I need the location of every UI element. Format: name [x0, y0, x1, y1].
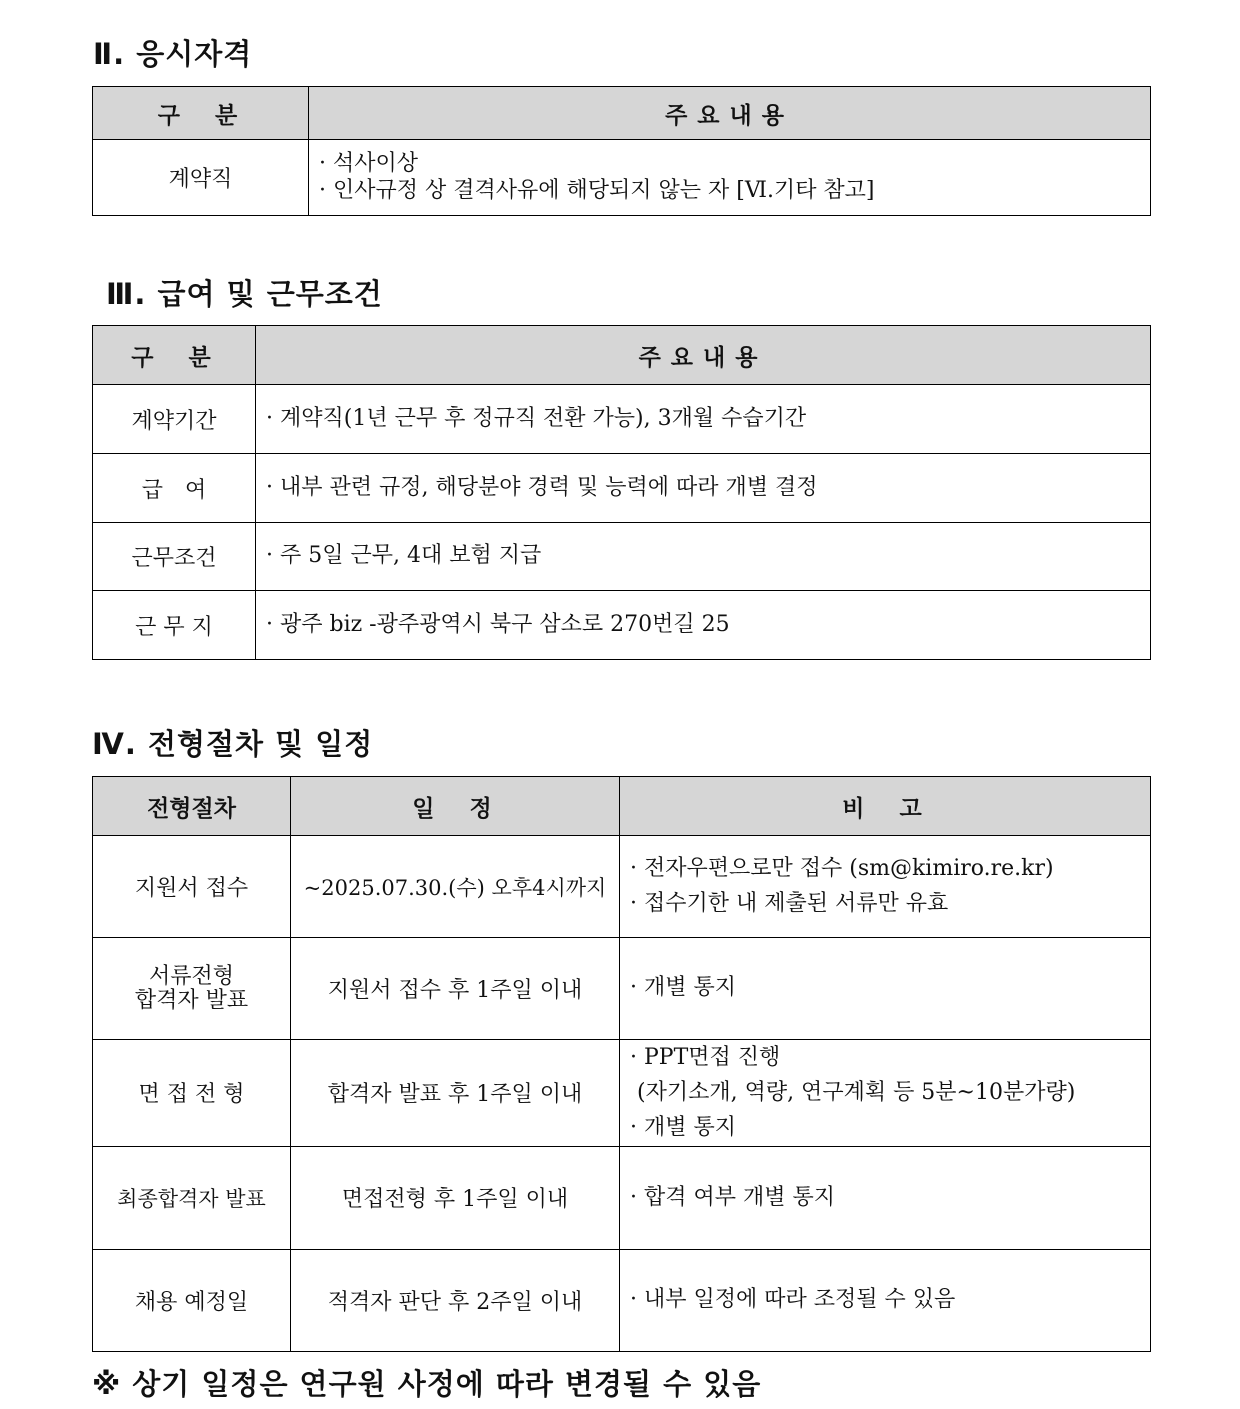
schedule-application: ~2025.07.30.(수) 오후4시까지 [291, 836, 620, 938]
header-category: 구 분 [93, 87, 309, 140]
step-line: 합격자 발표 [134, 987, 249, 1013]
remark-item: · 개별 통지 [630, 1115, 736, 1141]
remark-item: (자기소개, 역량, 연구계획 등 5분~10분가량) [630, 1080, 1076, 1106]
remarks-application [620, 836, 1151, 938]
remarks-hiring-date [620, 1249, 1151, 1351]
header-main-content: 주요내용 [256, 326, 1151, 385]
schedule-document-screening: 지원서 접수 후 1주일 이내 [291, 938, 620, 1040]
row-content-working-conditions: · 주 5일 근무, 4대 보험 지급 [256, 523, 1151, 591]
schedule-final-announcement: 면접전형 후 1주일 이내 [291, 1146, 620, 1249]
step-document-screening [93, 938, 291, 1040]
section-3-title: Ⅲ. 급여 및 근무조건 [106, 277, 383, 311]
remarks-final-announcement [620, 1146, 1151, 1249]
remark-item: · 합격 여부 개별 통지 [630, 1184, 835, 1210]
section-4-title: Ⅳ. 전형절차 및 일정 [92, 727, 374, 761]
step-interview: 면 접 전 형 [93, 1040, 291, 1147]
row-content-salary: · 내부 관련 규정, 해당분야 경력 및 능력에 따라 개별 결정 [256, 454, 1151, 523]
step-final-announcement: 최종합격자 발표 [93, 1146, 291, 1249]
remark-item: · 개별 통지 [630, 975, 736, 1001]
row-label-salary: 급 여 [93, 454, 256, 523]
remark-item: · 내부 일정에 따라 조정될 수 있음 [630, 1287, 956, 1313]
remarks-interview [620, 1040, 1151, 1147]
remarks-document-screening [620, 938, 1151, 1040]
header-remarks: 비 고 [620, 777, 1151, 836]
schedule-change-notice: ※ 상기 일정은 연구원 사정에 따라 변경될 수 있음 [92, 1367, 762, 1401]
section-2-title: Ⅱ. 응시자격 [93, 37, 253, 71]
schedule-hiring-date: 적격자 판단 후 2주일 이내 [291, 1249, 620, 1351]
header-main-content: 주요내용 [309, 87, 1151, 140]
step-application: 지원서 접수 [93, 836, 291, 938]
row-content-workplace: · 광주 biz -광주광역시 북구 삼소로 270번길 25 [256, 591, 1151, 660]
row-label-contract-period: 계약기간 [93, 385, 256, 454]
step-line: 서류전형 [148, 964, 234, 990]
header-step: 전형절차 [93, 777, 291, 836]
remark-item: · 접수기한 내 제출된 서류만 유효 [630, 890, 949, 916]
row-label-working-conditions: 근무조건 [93, 523, 256, 591]
header-category: 구 분 [93, 326, 256, 385]
remark-item: · PPT면접 진행 [630, 1045, 781, 1070]
step-hiring-date: 채용 예정일 [93, 1249, 291, 1351]
qualification-item: · 석사이상 [319, 151, 418, 177]
qualification-content [309, 140, 1151, 216]
remark-item: · 전자우편으로만 접수 (sm@kimiro.re.kr) [630, 856, 1054, 882]
row-content-contract-period: · 계약직(1년 근무 후 정규직 전환 가능), 3개월 수습기간 [256, 385, 1151, 454]
header-schedule: 일 정 [291, 777, 620, 836]
row-label-contract: 계약직 [93, 140, 309, 216]
qualification-table [92, 86, 1151, 216]
qualification-item: · 인사규정 상 결격사유에 해당되지 않는 자 [Ⅵ.기타 참고] [319, 177, 875, 203]
salary-conditions-table [92, 325, 1151, 660]
schedule-interview: 합격자 발표 후 1주일 이내 [291, 1040, 620, 1147]
selection-process-table [92, 776, 1151, 1352]
row-label-workplace: 근 무 지 [93, 591, 256, 660]
